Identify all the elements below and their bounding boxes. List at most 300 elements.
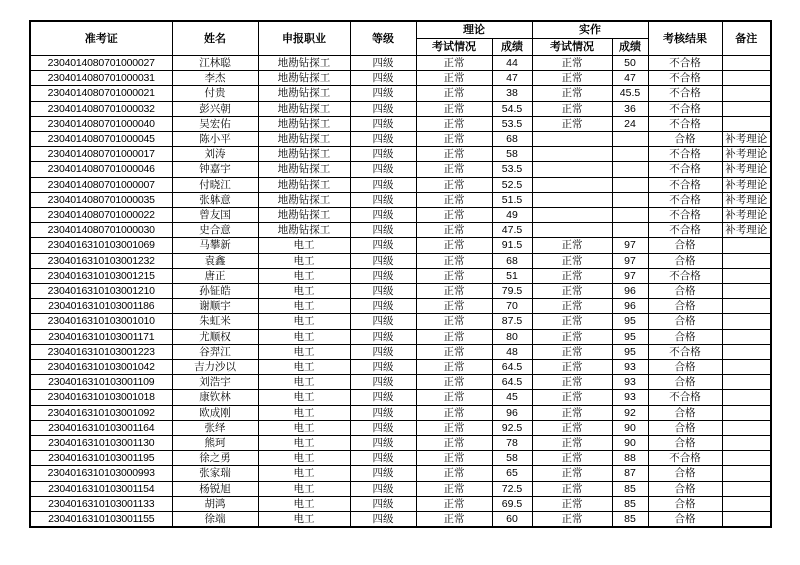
remark-cell <box>722 451 771 466</box>
table-row <box>30 496 771 511</box>
practical-status-cell <box>532 192 612 207</box>
exam-id-cell: 2304014080701000030 <box>30 223 172 238</box>
theory-status-cell: 正常 <box>416 375 492 390</box>
name-cell: 史合意 <box>172 223 258 238</box>
practical-status-cell: 正常 <box>532 390 612 405</box>
table-row <box>30 208 771 223</box>
result-cell: 合格 <box>648 405 722 420</box>
remark-cell <box>722 344 771 359</box>
practical-status-cell: 正常 <box>532 360 612 375</box>
level-cell: 四级 <box>350 375 416 390</box>
result-cell: 合格 <box>648 481 722 496</box>
level-cell: 四级 <box>350 481 416 496</box>
practical-status-cell: 正常 <box>532 299 612 314</box>
name-cell: 杨锐旭 <box>172 481 258 496</box>
theory-status-cell: 正常 <box>416 481 492 496</box>
exam-results-sheet <box>29 20 770 528</box>
remark-cell <box>722 496 771 511</box>
exam-id-cell: 2304016310103001155 <box>30 512 172 528</box>
practical-score-cell: 93 <box>612 360 648 375</box>
table-row <box>30 132 771 147</box>
result-cell: 不合格 <box>648 390 722 405</box>
level-cell: 四级 <box>350 223 416 238</box>
remark-cell <box>722 481 771 496</box>
theory-score-cell: 96 <box>492 405 532 420</box>
header-row-1 <box>30 21 771 39</box>
theory-score-cell: 68 <box>492 253 532 268</box>
table-row <box>30 360 771 375</box>
practical-score-cell <box>612 132 648 147</box>
theory-score-cell: 91.5 <box>492 238 532 253</box>
practical-score-cell <box>612 162 648 177</box>
level-cell: 四级 <box>350 466 416 481</box>
level-cell: 四级 <box>350 420 416 435</box>
occupation-cell: 地勘钻探工 <box>258 208 350 223</box>
name-cell: 李杰 <box>172 71 258 86</box>
name-cell: 刘涛 <box>172 147 258 162</box>
name-cell: 袁鑫 <box>172 253 258 268</box>
occupation-cell: 地勘钻探工 <box>258 147 350 162</box>
practical-score-cell: 96 <box>612 284 648 299</box>
level-cell: 四级 <box>350 162 416 177</box>
remark-cell <box>722 71 771 86</box>
name-cell: 唐正 <box>172 268 258 283</box>
occupation-cell: 电工 <box>258 268 350 283</box>
theory-score-cell: 52.5 <box>492 177 532 192</box>
practical-status-cell: 正常 <box>532 268 612 283</box>
practical-score-cell: 50 <box>612 56 648 71</box>
theory-score-cell: 69.5 <box>492 496 532 511</box>
occupation-cell: 地勘钻探工 <box>258 177 350 192</box>
practical-status-cell: 正常 <box>532 329 612 344</box>
theory-status-cell: 正常 <box>416 177 492 192</box>
name-cell: 付贵 <box>172 86 258 101</box>
result-cell: 合格 <box>648 132 722 147</box>
remark-cell <box>722 101 771 116</box>
theory-score-cell: 54.5 <box>492 101 532 116</box>
occupation-cell: 电工 <box>258 314 350 329</box>
exam-id-cell: 2304014080701000032 <box>30 101 172 116</box>
level-cell: 四级 <box>350 132 416 147</box>
table-header <box>30 21 771 56</box>
practical-status-cell <box>532 147 612 162</box>
result-cell: 合格 <box>648 360 722 375</box>
result-cell: 合格 <box>648 375 722 390</box>
exam-id-cell: 2304016310103001154 <box>30 481 172 496</box>
occupation-cell: 电工 <box>258 284 350 299</box>
theory-score-cell: 79.5 <box>492 284 532 299</box>
name-cell: 彭兴朝 <box>172 101 258 116</box>
theory-score-cell: 64.5 <box>492 360 532 375</box>
theory-score-cell: 68 <box>492 132 532 147</box>
table-row <box>30 177 771 192</box>
occupation-cell: 电工 <box>258 253 350 268</box>
name-cell: 欧成刚 <box>172 405 258 420</box>
theory-status-cell: 正常 <box>416 466 492 481</box>
theory-score-cell: 51.5 <box>492 192 532 207</box>
level-cell: 四级 <box>350 238 416 253</box>
practical-status-cell: 正常 <box>532 420 612 435</box>
practical-status-cell: 正常 <box>532 284 612 299</box>
header-name: 姓名 <box>172 21 258 56</box>
theory-score-cell: 47.5 <box>492 223 532 238</box>
remark-cell <box>722 436 771 451</box>
theory-score-cell: 45 <box>492 390 532 405</box>
remark-cell <box>722 390 771 405</box>
theory-status-cell: 正常 <box>416 329 492 344</box>
exam-results-table <box>29 20 772 528</box>
practical-score-cell: 88 <box>612 451 648 466</box>
occupation-cell: 电工 <box>258 466 350 481</box>
theory-score-cell: 47 <box>492 71 532 86</box>
name-cell: 江林聪 <box>172 56 258 71</box>
practical-score-cell: 47 <box>612 71 648 86</box>
name-cell: 谢顺宇 <box>172 299 258 314</box>
table-row <box>30 375 771 390</box>
theory-status-cell: 正常 <box>416 116 492 131</box>
exam-id-cell: 2304014080701000022 <box>30 208 172 223</box>
theory-score-cell: 58 <box>492 451 532 466</box>
practical-score-cell <box>612 208 648 223</box>
header-theory-group: 理论 <box>416 21 532 39</box>
practical-score-cell: 93 <box>612 390 648 405</box>
level-cell: 四级 <box>350 496 416 511</box>
exam-id-cell: 2304016310103001042 <box>30 360 172 375</box>
result-cell: 合格 <box>648 253 722 268</box>
name-cell: 马攀新 <box>172 238 258 253</box>
practical-status-cell: 正常 <box>532 481 612 496</box>
exam-id-cell: 2304016310103001092 <box>30 405 172 420</box>
level-cell: 四级 <box>350 86 416 101</box>
practical-score-cell: 90 <box>612 436 648 451</box>
name-cell: 吉力沙以 <box>172 360 258 375</box>
level-cell: 四级 <box>350 436 416 451</box>
theory-score-cell: 38 <box>492 86 532 101</box>
result-cell: 合格 <box>648 420 722 435</box>
occupation-cell: 电工 <box>258 375 350 390</box>
occupation-cell: 电工 <box>258 360 350 375</box>
name-cell: 徐之勇 <box>172 451 258 466</box>
occupation-cell: 地勘钻探工 <box>258 86 350 101</box>
practical-status-cell: 正常 <box>532 451 612 466</box>
exam-id-cell: 2304016310103001223 <box>30 344 172 359</box>
remark-cell <box>722 420 771 435</box>
theory-score-cell: 49 <box>492 208 532 223</box>
result-cell: 合格 <box>648 466 722 481</box>
result-cell: 不合格 <box>648 56 722 71</box>
theory-status-cell: 正常 <box>416 56 492 71</box>
occupation-cell: 地勘钻探工 <box>258 192 350 207</box>
table-row <box>30 116 771 131</box>
remark-cell <box>722 116 771 131</box>
practical-score-cell: 95 <box>612 314 648 329</box>
table-row <box>30 162 771 177</box>
exam-id-cell: 2304016310103001210 <box>30 284 172 299</box>
remark-cell <box>722 405 771 420</box>
level-cell: 四级 <box>350 177 416 192</box>
table-row <box>30 223 771 238</box>
name-cell: 徐端 <box>172 512 258 528</box>
exam-id-cell: 2304014080701000007 <box>30 177 172 192</box>
practical-score-cell: 97 <box>612 268 648 283</box>
table-row <box>30 268 771 283</box>
theory-status-cell: 正常 <box>416 162 492 177</box>
practical-status-cell: 正常 <box>532 86 612 101</box>
name-cell: 尤顺权 <box>172 329 258 344</box>
table-row <box>30 299 771 314</box>
header-level: 等级 <box>350 21 416 56</box>
practical-score-cell: 97 <box>612 238 648 253</box>
result-cell: 不合格 <box>648 451 722 466</box>
theory-status-cell: 正常 <box>416 147 492 162</box>
level-cell: 四级 <box>350 512 416 528</box>
name-cell: 钟嘉宇 <box>172 162 258 177</box>
occupation-cell: 地勘钻探工 <box>258 162 350 177</box>
exam-id-cell: 2304016310103001010 <box>30 314 172 329</box>
practical-score-cell: 92 <box>612 405 648 420</box>
remark-cell <box>722 360 771 375</box>
result-cell: 不合格 <box>648 71 722 86</box>
result-cell: 不合格 <box>648 192 722 207</box>
practical-status-cell: 正常 <box>532 466 612 481</box>
theory-score-cell: 44 <box>492 56 532 71</box>
exam-id-cell: 2304014080701000017 <box>30 147 172 162</box>
theory-status-cell: 正常 <box>416 253 492 268</box>
level-cell: 四级 <box>350 71 416 86</box>
occupation-cell: 电工 <box>258 481 350 496</box>
header-theory-score: 成绩 <box>492 39 532 56</box>
name-cell: 朱虹米 <box>172 314 258 329</box>
remark-cell: 补考理论 <box>722 177 771 192</box>
theory-status-cell: 正常 <box>416 208 492 223</box>
level-cell: 四级 <box>350 329 416 344</box>
table-row <box>30 284 771 299</box>
remark-cell <box>722 314 771 329</box>
practical-status-cell: 正常 <box>532 405 612 420</box>
theory-status-cell: 正常 <box>416 451 492 466</box>
name-cell: 张绎 <box>172 420 258 435</box>
table-row <box>30 86 771 101</box>
result-cell: 不合格 <box>648 208 722 223</box>
practical-status-cell: 正常 <box>532 314 612 329</box>
table-row <box>30 101 771 116</box>
table-row <box>30 253 771 268</box>
practical-status-cell: 正常 <box>532 253 612 268</box>
theory-status-cell: 正常 <box>416 238 492 253</box>
result-cell: 合格 <box>648 299 722 314</box>
name-cell: 孙钲皓 <box>172 284 258 299</box>
remark-cell: 补考理论 <box>722 132 771 147</box>
exam-id-cell: 2304016310103000993 <box>30 466 172 481</box>
theory-score-cell: 53.5 <box>492 116 532 131</box>
exam-id-cell: 2304016310103001186 <box>30 299 172 314</box>
table-row <box>30 56 771 71</box>
table-row <box>30 436 771 451</box>
practical-status-cell: 正常 <box>532 512 612 528</box>
practical-score-cell: 85 <box>612 481 648 496</box>
name-cell: 陈小平 <box>172 132 258 147</box>
occupation-cell: 地勘钻探工 <box>258 71 350 86</box>
result-cell: 合格 <box>648 238 722 253</box>
table-row <box>30 192 771 207</box>
theory-score-cell: 51 <box>492 268 532 283</box>
occupation-cell: 电工 <box>258 436 350 451</box>
exam-id-cell: 2304014080701000046 <box>30 162 172 177</box>
result-cell: 不合格 <box>648 101 722 116</box>
name-cell: 胡鸿 <box>172 496 258 511</box>
remark-cell: 补考理论 <box>722 223 771 238</box>
practical-status-cell: 正常 <box>532 375 612 390</box>
result-cell: 合格 <box>648 436 722 451</box>
name-cell: 熊珂 <box>172 436 258 451</box>
table-row <box>30 405 771 420</box>
theory-score-cell: 80 <box>492 329 532 344</box>
name-cell: 康钦林 <box>172 390 258 405</box>
header-practical-group: 实作 <box>532 21 648 39</box>
practical-status-cell <box>532 223 612 238</box>
practical-status-cell <box>532 177 612 192</box>
practical-status-cell <box>532 132 612 147</box>
theory-score-cell: 87.5 <box>492 314 532 329</box>
header-practical-status: 考试情况 <box>532 39 612 56</box>
theory-status-cell: 正常 <box>416 436 492 451</box>
occupation-cell: 电工 <box>258 299 350 314</box>
theory-status-cell: 正常 <box>416 284 492 299</box>
exam-id-cell: 2304014080701000031 <box>30 71 172 86</box>
practical-status-cell: 正常 <box>532 56 612 71</box>
occupation-cell: 电工 <box>258 405 350 420</box>
remark-cell <box>722 238 771 253</box>
remark-cell <box>722 253 771 268</box>
exam-id-cell: 2304014080701000027 <box>30 56 172 71</box>
occupation-cell: 电工 <box>258 420 350 435</box>
theory-score-cell: 65 <box>492 466 532 481</box>
exam-id-cell: 2304016310103001164 <box>30 420 172 435</box>
practical-score-cell: 45.5 <box>612 86 648 101</box>
level-cell: 四级 <box>350 116 416 131</box>
occupation-cell: 电工 <box>258 451 350 466</box>
header-theory-status: 考试情况 <box>416 39 492 56</box>
practical-score-cell: 95 <box>612 329 648 344</box>
table-row <box>30 147 771 162</box>
remark-cell <box>722 86 771 101</box>
table-row <box>30 329 771 344</box>
header-remark: 备注 <box>722 21 771 56</box>
level-cell: 四级 <box>350 344 416 359</box>
theory-status-cell: 正常 <box>416 405 492 420</box>
remark-cell <box>722 466 771 481</box>
theory-status-cell: 正常 <box>416 390 492 405</box>
exam-id-cell: 2304014080701000040 <box>30 116 172 131</box>
remark-cell <box>722 268 771 283</box>
level-cell: 四级 <box>350 253 416 268</box>
exam-id-cell: 2304016310103001195 <box>30 451 172 466</box>
theory-status-cell: 正常 <box>416 71 492 86</box>
practical-status-cell: 正常 <box>532 101 612 116</box>
practical-status-cell: 正常 <box>532 238 612 253</box>
theory-status-cell: 正常 <box>416 192 492 207</box>
practical-score-cell <box>612 223 648 238</box>
result-cell: 不合格 <box>648 344 722 359</box>
level-cell: 四级 <box>350 284 416 299</box>
table-row <box>30 420 771 435</box>
table-row <box>30 344 771 359</box>
level-cell: 四级 <box>350 314 416 329</box>
theory-score-cell: 58 <box>492 147 532 162</box>
result-cell: 不合格 <box>648 162 722 177</box>
remark-cell: 补考理论 <box>722 192 771 207</box>
table-row <box>30 481 771 496</box>
theory-status-cell: 正常 <box>416 512 492 528</box>
practical-score-cell: 24 <box>612 116 648 131</box>
result-cell: 不合格 <box>648 147 722 162</box>
table-row <box>30 512 771 528</box>
name-cell: 张家瑞 <box>172 466 258 481</box>
remark-cell: 补考理论 <box>722 147 771 162</box>
practical-status-cell: 正常 <box>532 116 612 131</box>
theory-status-cell: 正常 <box>416 496 492 511</box>
result-cell: 不合格 <box>648 223 722 238</box>
practical-status-cell <box>532 208 612 223</box>
result-cell: 合格 <box>648 314 722 329</box>
result-cell: 合格 <box>648 512 722 528</box>
remark-cell <box>722 329 771 344</box>
practical-score-cell: 87 <box>612 466 648 481</box>
practical-score-cell: 93 <box>612 375 648 390</box>
table-row <box>30 390 771 405</box>
practical-status-cell: 正常 <box>532 71 612 86</box>
theory-score-cell: 48 <box>492 344 532 359</box>
theory-status-cell: 正常 <box>416 101 492 116</box>
result-cell: 不合格 <box>648 268 722 283</box>
table-row <box>30 71 771 86</box>
results-tbody <box>30 56 771 528</box>
practical-status-cell <box>532 162 612 177</box>
table-row <box>30 466 771 481</box>
name-cell: 刘浩宇 <box>172 375 258 390</box>
level-cell: 四级 <box>350 192 416 207</box>
occupation-cell: 地勘钻探工 <box>258 116 350 131</box>
theory-score-cell: 78 <box>492 436 532 451</box>
level-cell: 四级 <box>350 56 416 71</box>
occupation-cell: 电工 <box>258 329 350 344</box>
exam-id-cell: 2304014080701000045 <box>30 132 172 147</box>
name-cell: 谷羿江 <box>172 344 258 359</box>
theory-status-cell: 正常 <box>416 344 492 359</box>
level-cell: 四级 <box>350 405 416 420</box>
theory-status-cell: 正常 <box>416 299 492 314</box>
practical-status-cell: 正常 <box>532 344 612 359</box>
theory-status-cell: 正常 <box>416 420 492 435</box>
practical-score-cell: 90 <box>612 420 648 435</box>
name-cell: 曾友国 <box>172 208 258 223</box>
exam-id-cell: 2304016310103001232 <box>30 253 172 268</box>
occupation-cell: 地勘钻探工 <box>258 223 350 238</box>
theory-status-cell: 正常 <box>416 268 492 283</box>
result-cell: 合格 <box>648 329 722 344</box>
practical-score-cell: 85 <box>612 496 648 511</box>
practical-score-cell: 36 <box>612 101 648 116</box>
occupation-cell: 电工 <box>258 344 350 359</box>
exam-id-cell: 2304016310103001069 <box>30 238 172 253</box>
practical-score-cell: 96 <box>612 299 648 314</box>
level-cell: 四级 <box>350 147 416 162</box>
theory-status-cell: 正常 <box>416 314 492 329</box>
result-cell: 不合格 <box>648 177 722 192</box>
exam-id-cell: 2304014080701000021 <box>30 86 172 101</box>
occupation-cell: 地勘钻探工 <box>258 101 350 116</box>
remark-cell <box>722 512 771 528</box>
